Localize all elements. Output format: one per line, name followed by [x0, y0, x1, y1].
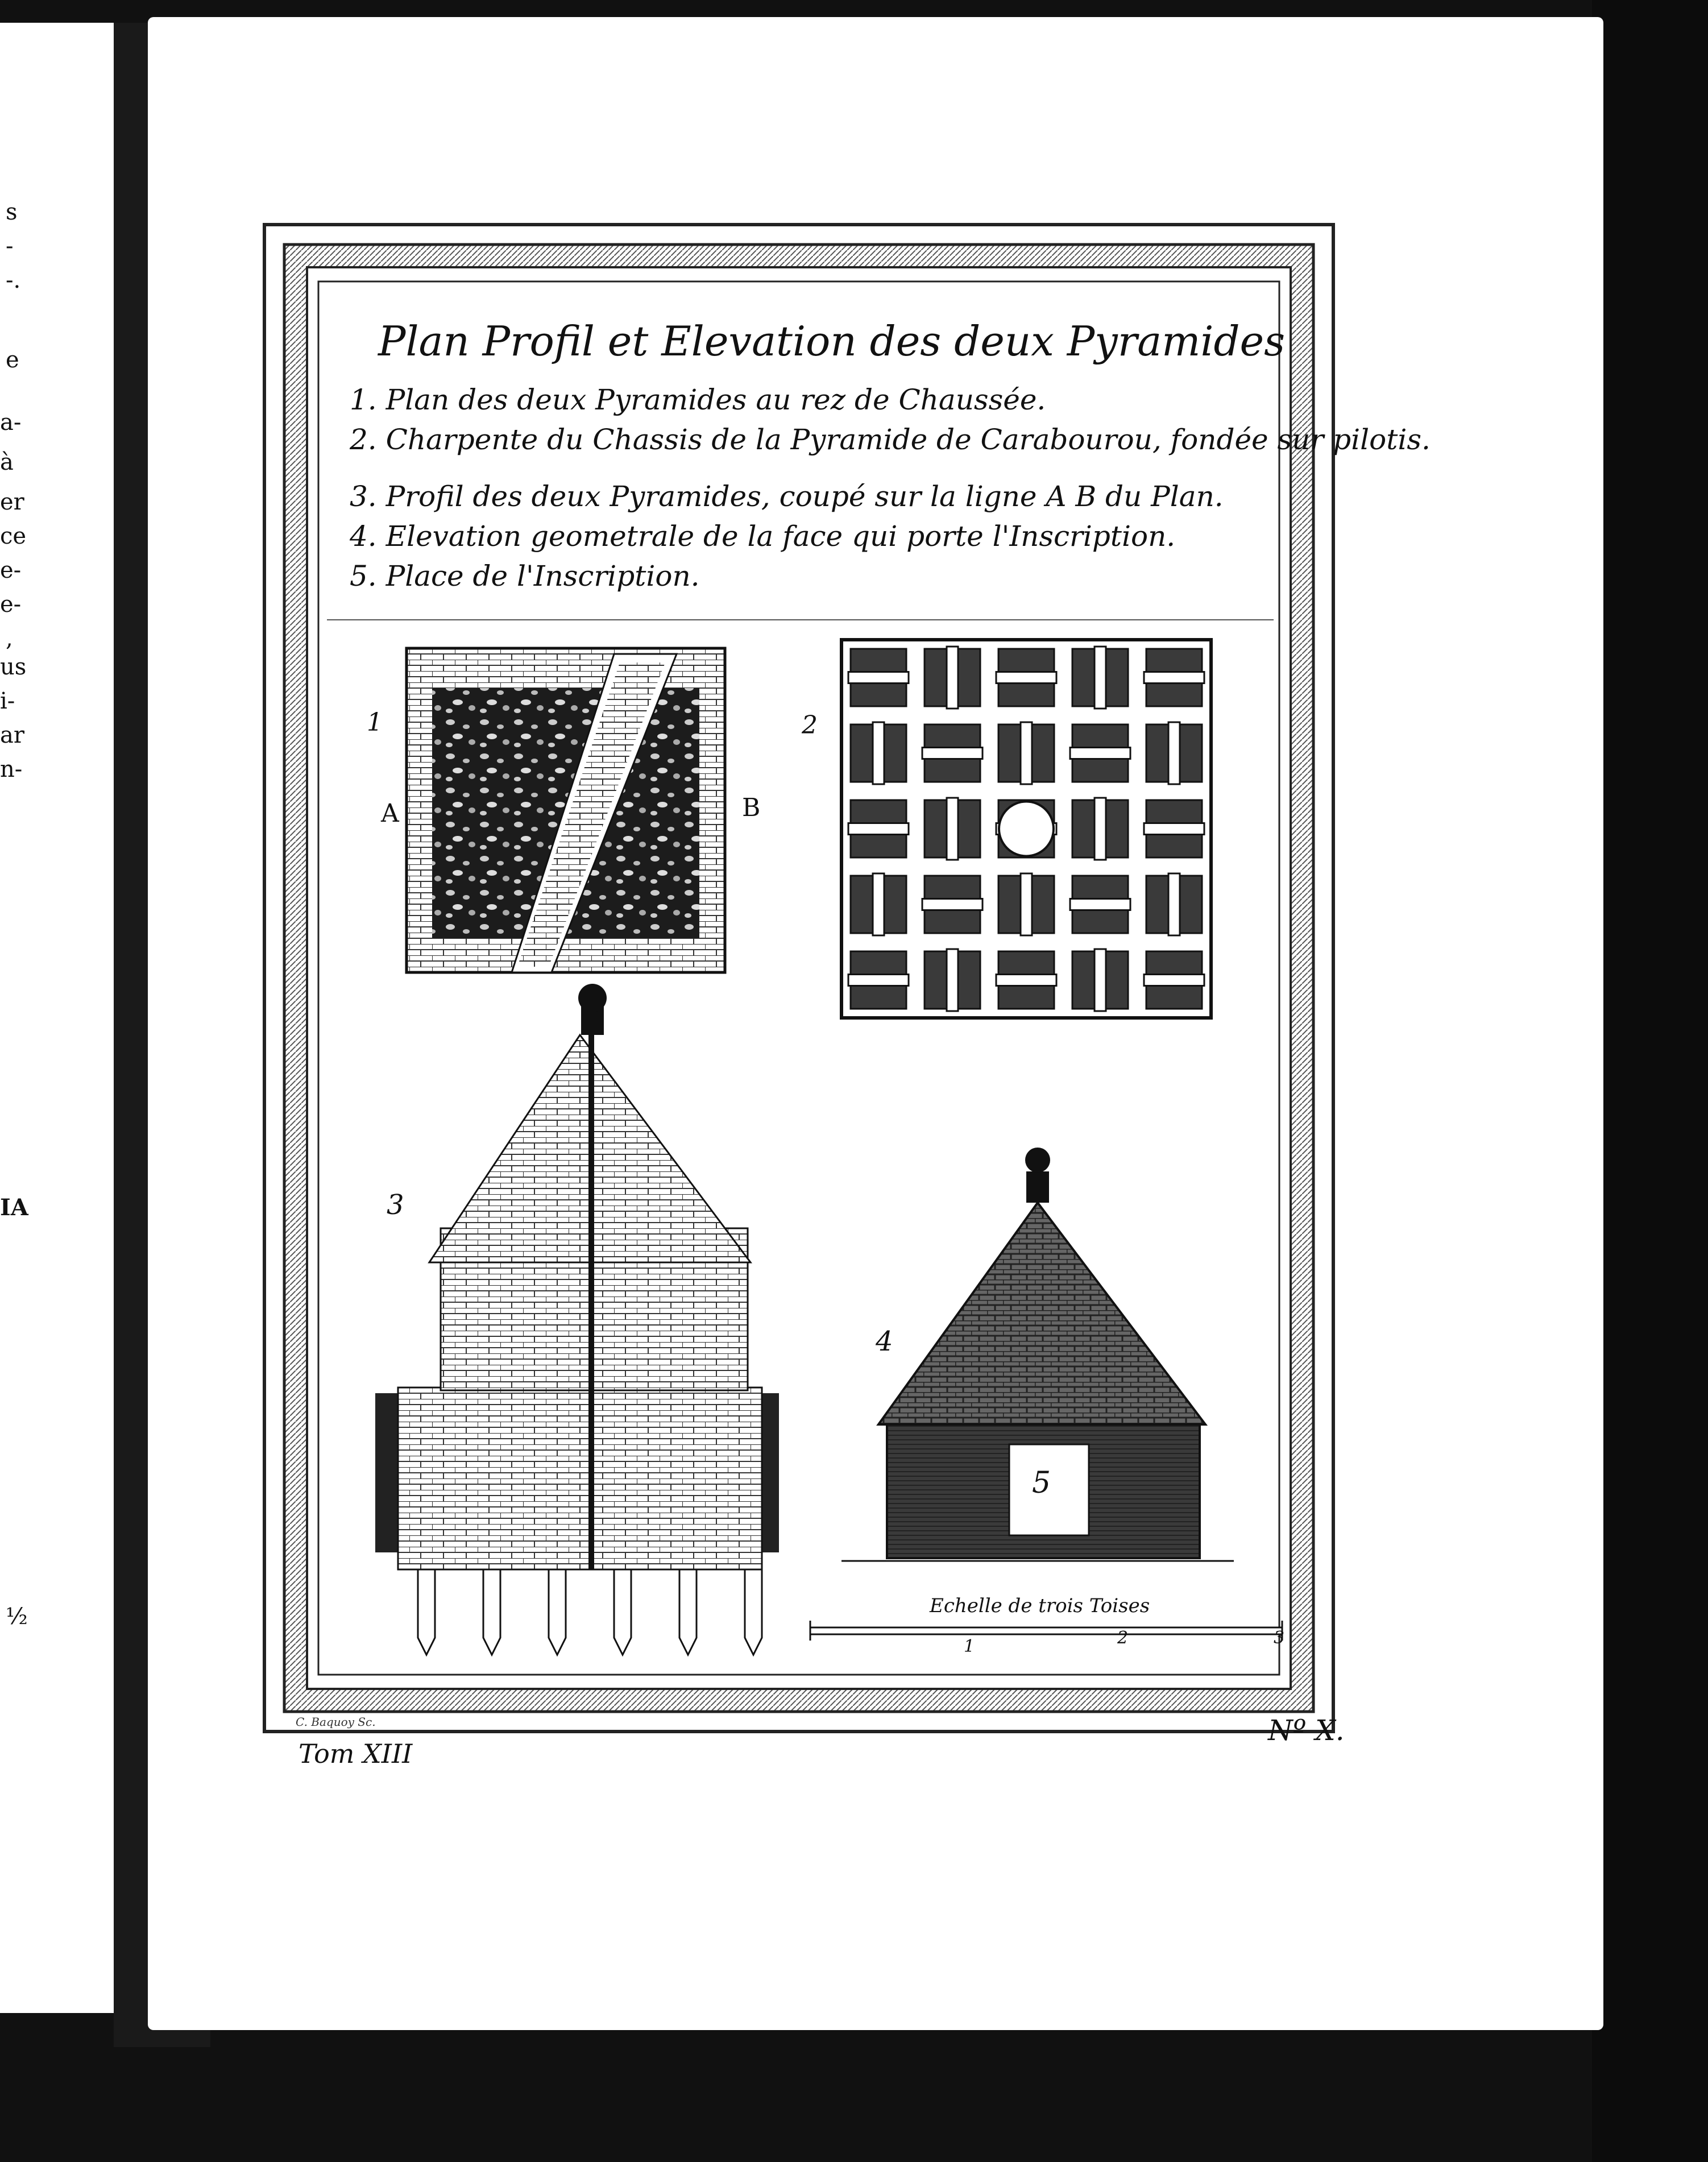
point-a-label: A [381, 799, 399, 828]
scale-tick-label: 1 [964, 1637, 975, 1656]
framework-beam [1095, 647, 1106, 709]
framework-beam [1095, 798, 1106, 860]
framework-beam [1070, 899, 1130, 910]
framework-beam [1070, 748, 1130, 759]
left-page-fragment: e [6, 347, 19, 373]
framework-beam [1095, 949, 1106, 1011]
left-page-fragment: a- [0, 409, 22, 436]
left-page-fragment: i- [0, 688, 15, 714]
framework-beam [922, 899, 982, 910]
left-page-fragment: IA [0, 1194, 28, 1221]
left-page-fragment: ar [0, 722, 24, 748]
figure-2-number: 2 [802, 711, 818, 740]
framework-beam [1168, 722, 1180, 784]
framework-beam [873, 873, 884, 935]
framework-beam [947, 647, 958, 709]
left-page-fragment: - [6, 233, 14, 259]
figure-3-number: 3 [387, 1189, 404, 1221]
left-page-fragment: à [0, 449, 14, 475]
framework-beam [947, 949, 958, 1011]
framework-beam [873, 722, 884, 784]
framework-beam [922, 748, 982, 759]
plate-title: Plan Profil et Elevation des deux Pyramides [378, 317, 1286, 365]
left-page-fragment: us [0, 654, 27, 680]
legend-item: 3. Profil des deux Pyramides, coupé sur la ligne A B du Plan. [350, 480, 1224, 513]
left-page-fragment: er [0, 489, 24, 515]
figure-1-number: 1 [367, 708, 383, 737]
framework-beam [1144, 823, 1204, 835]
left-page-fragment: ce [0, 523, 27, 549]
plate-number: Nº X. [1268, 1714, 1345, 1747]
framework-beam [996, 672, 1056, 684]
left-page-fragment: n- [0, 756, 23, 782]
framework-beam [1021, 722, 1032, 784]
framework-beam [848, 823, 909, 835]
figure-5-number: 5 [1032, 1466, 1051, 1500]
legend-item: 5. Place de l'Inscription. [350, 560, 700, 593]
framework-beam [947, 798, 958, 860]
left-page-fragment: e- [0, 591, 22, 618]
engraver-signature: C. Baquoy Sc. [296, 1715, 376, 1729]
figure-2-framework [841, 640, 1211, 1018]
figure-4-number: 4 [876, 1326, 893, 1357]
scale-title: Echelle de trois Toises [930, 1594, 1150, 1617]
central-pile [999, 802, 1054, 856]
volume-label: Tom XIII [299, 1738, 413, 1769]
framework-beam [848, 672, 909, 684]
scale-tick-label: 2 [1117, 1628, 1129, 1648]
left-page-fragment: -. [6, 267, 21, 293]
framework-beam [1168, 873, 1180, 935]
figure-1-plan [407, 648, 725, 972]
left-page-fragment: , [6, 626, 13, 652]
framework-beam [1144, 672, 1204, 684]
framework-beam [1021, 873, 1032, 935]
framework-beam [996, 975, 1056, 986]
left-page-fragment: s [6, 199, 18, 225]
left-page-fragment: ½ [6, 1604, 28, 1630]
framework-beam [848, 975, 909, 986]
legend-item: 4. Elevation geometrale de la face qui porte l'Inscription. [350, 520, 1176, 553]
point-b-label: B [742, 793, 761, 822]
legend-item: 1. Plan des deux Pyramides au rez de Chaussée. [350, 383, 1046, 416]
legend-item: 2. Charpente du Chassis de la Pyramide de Carabourou, fondée sur pilotis. [350, 423, 1431, 456]
left-page-fragment: e- [0, 557, 22, 583]
scale-tick-label: 3 [1274, 1628, 1285, 1648]
framework-beam [1144, 975, 1204, 986]
